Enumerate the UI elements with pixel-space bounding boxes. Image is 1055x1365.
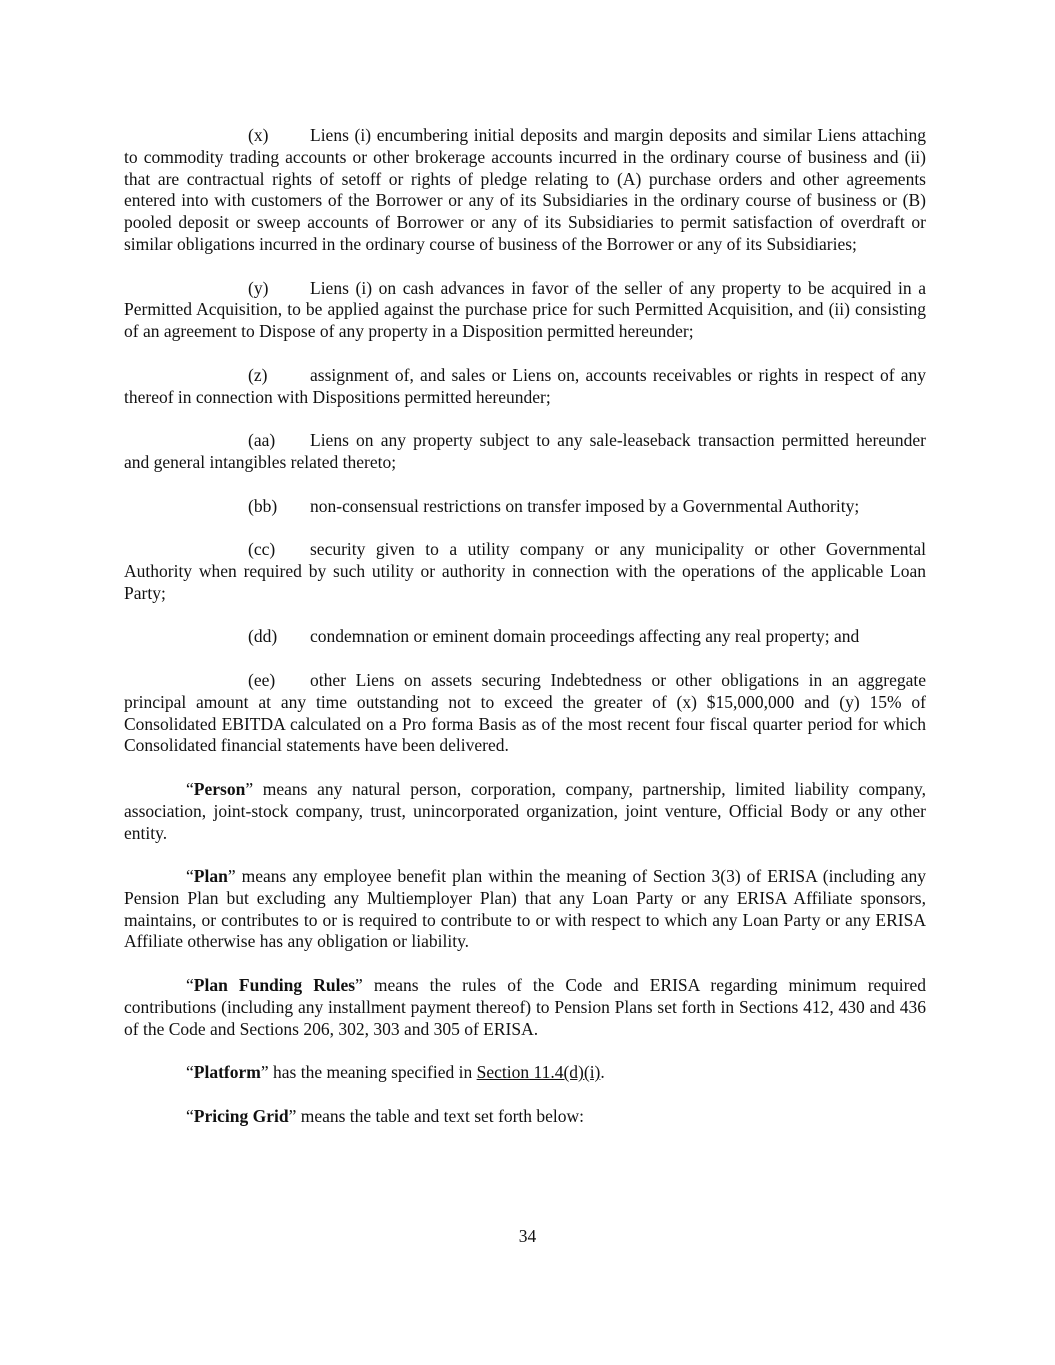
definition-text: means the rules of the Code and ERISA regarding minimum required contributions (including any installment payment thereof) to Pension Plans set forth in Sections 412, 430 and 436 of the Code and Sections 206, 302, 303 and 305 of ERISA. <box>124 975 926 1039</box>
clause-label: (bb) <box>248 495 278 516</box>
definition-text-end: . <box>600 1062 605 1083</box>
clause-dd <box>124 626 926 648</box>
clause-cc <box>124 539 926 604</box>
clause-aa <box>124 430 926 474</box>
defined-term: Platform <box>193 1062 261 1083</box>
clause-label: (cc) <box>248 539 276 560</box>
clause-ee <box>124 670 926 757</box>
clause-text: Liens (i) encumbering initial deposits and margin deposits and similar Liens attaching to commodity trading accounts or other brokerage accounts incurred in the ordinary course of business and (ii) that are contractual rights of setoff or rights of pledge relating to (A) purchase orders and other agreements entered into with customers of the Borrower or any of its Subsidiaries in the ordinary course of business or (B) pooled deposit or sweep accounts of Borrower or any of its Subsidiaries to permit satisfaction of overdraft or similar obligations incurred in the ordinary course of business of the Borrower or any of its Subsidiaries; <box>124 125 926 254</box>
definition-text: means the table and text set forth below: <box>300 1105 585 1126</box>
clause-label: (ee) <box>248 669 276 690</box>
definition-text: has the meaning specified in <box>273 1062 473 1083</box>
definition-plan: “Plan” means any employee benefit plan within the meaning of Section 3(3) of ERISA (including any Pension Plan but excluding any Multiemployer Plan) that any Loan Party or any ERISA Affiliate sponsors, maintains, or contributes to or is required to contribute to or with respect to which any Loan Party or any ERISA Affiliate otherwise has any obligation or liability. <box>124 866 926 952</box>
clause-label: (dd) <box>248 626 278 647</box>
definition-text: means any employee benefit plan within the meaning of Section 3(3) of ERISA (including any Pension Plan but excluding any Multiemployer Plan) that any Loan Party or any ERISA Affiliate sponsors, maintains, or contributes to or is required to contribute to or with respect to which any Loan Party or any ERISA Affiliate otherwise has any obligation or liability. <box>124 866 926 952</box>
clause-text: condemnation or eminent domain proceedings affecting any real property; and <box>310 626 860 647</box>
clause-text: assignment of, and sales or Liens on, accounts receivables or rights in respect of any thereof in connection with Dispositions permitted hereunder; <box>124 364 926 407</box>
clause-z <box>124 365 926 409</box>
clause-label: (y) <box>248 277 269 298</box>
clause-text: non-consensual restrictions on transfer imposed by a Governmental Authority; <box>310 495 860 516</box>
definition-plan-funding-rules: “Plan Funding Rules” means the rules of the Code and ERISA regarding minimum required contributions (including any installment payment thereof) to Pension Plans set forth in Sections 412, 430 and 436 of the Code and Sections 206, 302, 303 and 305 of ERISA. <box>124 975 926 1039</box>
definition-text: means any natural person, corporation, company, partnership, limited liability company, association, joint-stock company, trust, unincorporated organization, joint venture, Official Body or any other entity. <box>124 778 926 843</box>
defined-term: Pricing Grid <box>193 1105 289 1126</box>
clause-text: Liens on any property subject to any sale-leaseback transaction permitted hereunder and general intangibles related thereto; <box>124 430 926 472</box>
clause-label: (aa) <box>248 430 276 451</box>
section-cross-reference: Section 11.4(d)(i) <box>476 1062 601 1083</box>
definition-pricing-grid: “Pricing Grid” means the table and text set forth below: <box>186 1105 585 1126</box>
clause-text: Liens (i) on cash advances in favor of the seller of any property to be acquired in a Permitted Acquisition, to be applied against the purchase price for such Permitted Acquisition, and (ii) consisting of an agreement to Dispose of any property in a Disposition permitted hereunder; <box>124 277 926 342</box>
defined-term: Plan <box>193 866 228 887</box>
clause-bb <box>124 496 926 518</box>
defined-term: Person <box>193 778 246 799</box>
clause-y <box>124 278 926 343</box>
clause-text: security given to a utility company or any municipality or other Governmental Authority when required by such utility or authority in connection with the operations of the applicable Loan Party; <box>124 539 926 603</box>
clause-text: other Liens on assets securing Indebtedness or other obligations in an aggregate principal amount at any time outstanding not to exceed the greater of (x) $15,000,000 and (y) 15% of Consolidated EBITDA calculated on a Pro forma Basis as of the most recent four fiscal quarter period for which Consolidated financial statements have been delivered. <box>124 669 926 756</box>
definition-person: “Person” means any natural person, corporation, company, partnership, limited liability company, association, joint-stock company, trust, unincorporated organization, joint venture, Official Body or any other entity. <box>124 778 926 843</box>
definition-platform: “Platform” has the meaning specified in Section 11.4(d)(i). <box>186 1062 605 1083</box>
clause-x <box>124 125 926 256</box>
page-number: 34 <box>518 1226 537 1246</box>
clause-label: (z) <box>248 364 268 385</box>
document-body <box>124 125 926 1149</box>
defined-term: Plan Funding Rules <box>193 975 356 996</box>
clause-label: (x) <box>248 125 269 145</box>
